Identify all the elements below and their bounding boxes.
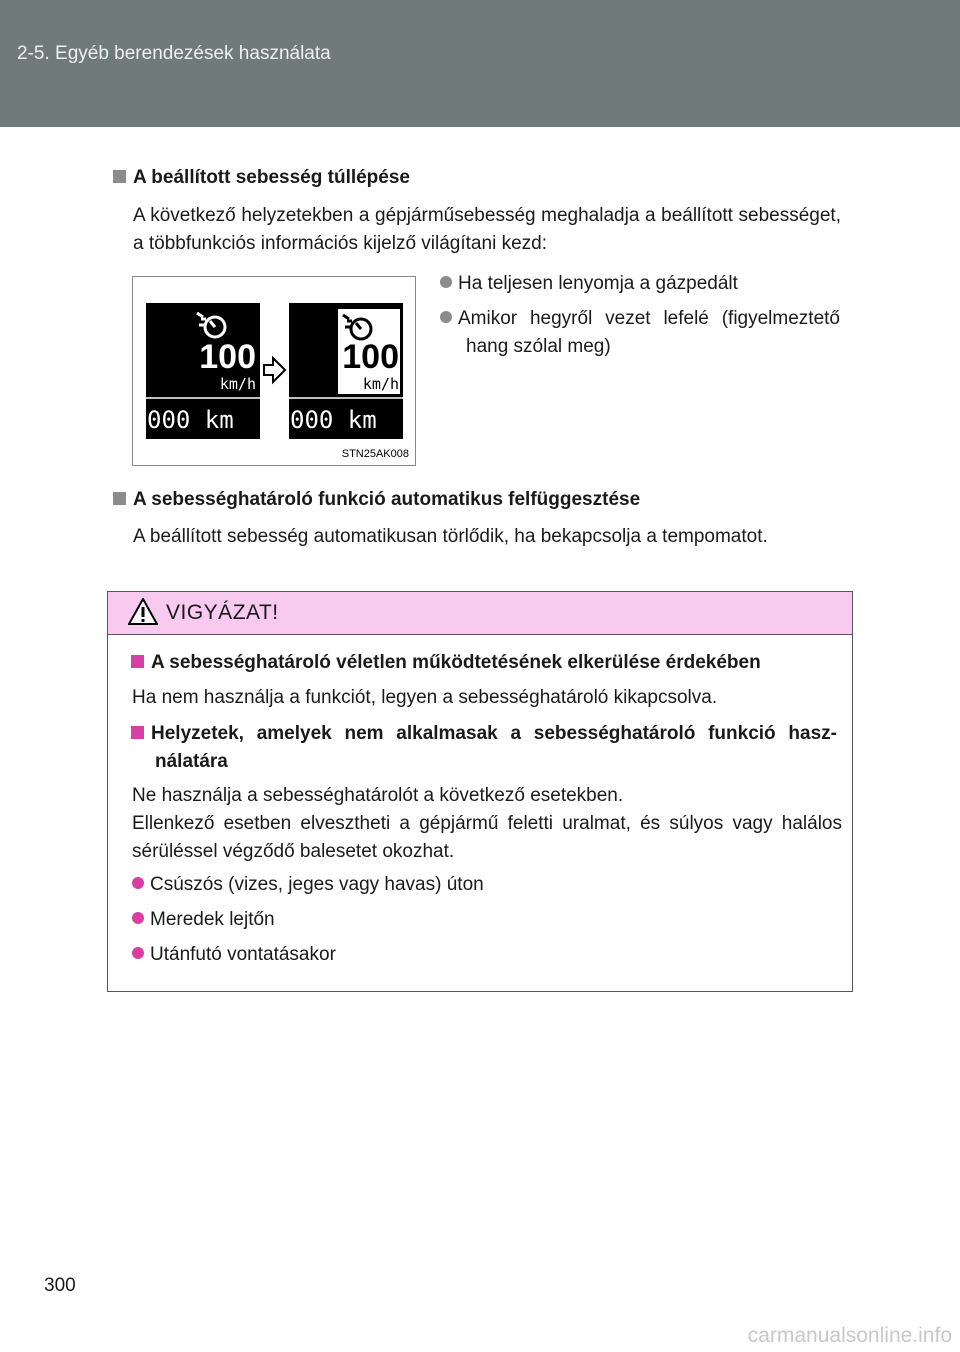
list-item: Ha teljesen lenyomja a gázpedált [440,270,780,298]
section-heading-speed-exceeded: A beállított sebesség túllépése [113,167,410,189]
speed-display-figure [133,277,415,465]
bullet-dot-icon [440,276,452,288]
section-paragraph: A beállított sebesség automatikusan törlődik, ha bekapcsolja a tempomatot. [133,526,768,547]
figure-code: STN25AK008 [341,448,409,460]
page-number: 300 [44,1275,76,1296]
list-item: Amikor hegyről vezet lefelé (figyelmeztető hang szólal meg) [440,305,840,361]
list-item: Utánfutó vontatásakor [132,941,832,969]
arrow-right-icon [264,358,285,382]
section-paragraph: A következő helyzetekben a gépjárműsebesség meghaladja a beállított sebességet, a többfunkciós információs kijelző világítani kezd: [133,205,841,254]
square-bullet-icon [131,655,144,668]
display-speed: 100 [342,338,399,376]
display-odometer: 000 km [290,406,377,434]
bullet-dot-icon [440,311,452,323]
warning-box [107,591,853,992]
warning-triangle-icon [128,598,158,625]
warning-paragraph: Ellenkező esetben elvesztheti a gépjármű feletti uralmat, és súlyos vagy halálos sérüléssel végződő balesetet okozhat. [132,813,842,862]
chapter-title: 2-5. Egyéb berendezések használata [17,43,331,64]
display-illustration [132,276,416,466]
bullet-dot-icon [132,877,144,889]
square-bullet-icon [131,726,144,739]
list-item: Csúszós (vizes, jeges vagy havas) úton [132,871,832,899]
square-bullet-icon [113,492,126,505]
display-odometer: 000 km [147,406,234,434]
display-speed: 100 [199,338,256,376]
display-unit: km/h [219,375,256,393]
warning-paragraph: Ha nem használja a funkciót, legyen a sebességhatároló kikapcsolva. [132,687,718,708]
bullet-dot-icon [132,912,144,924]
warning-section-heading: Helyzetek, amelyek nem alkalmasak a sebességhatároló funkció használatára [131,720,837,776]
square-bullet-icon [113,170,126,183]
display-highlighted [289,303,403,439]
bullet-dot-icon [132,947,144,959]
display-unit: km/h [362,375,399,393]
page-header [0,0,960,127]
watermark: carmanualsonline.info [747,1324,952,1347]
warning-title: VIGYÁZAT! [166,601,279,624]
display-normal [146,303,260,439]
warning-header [108,592,852,635]
warning-paragraph: Ne használja a sebességhatárolót a következő esetekben. [132,785,624,806]
list-item: Meredek lejtőn [132,906,832,934]
section-heading-auto-suspend: A sebességhatároló funkció automatikus felfüggesztése [113,489,640,511]
warning-section-heading: A sebességhatároló véletlen működtetésének elkerülése érdekében [131,649,837,677]
